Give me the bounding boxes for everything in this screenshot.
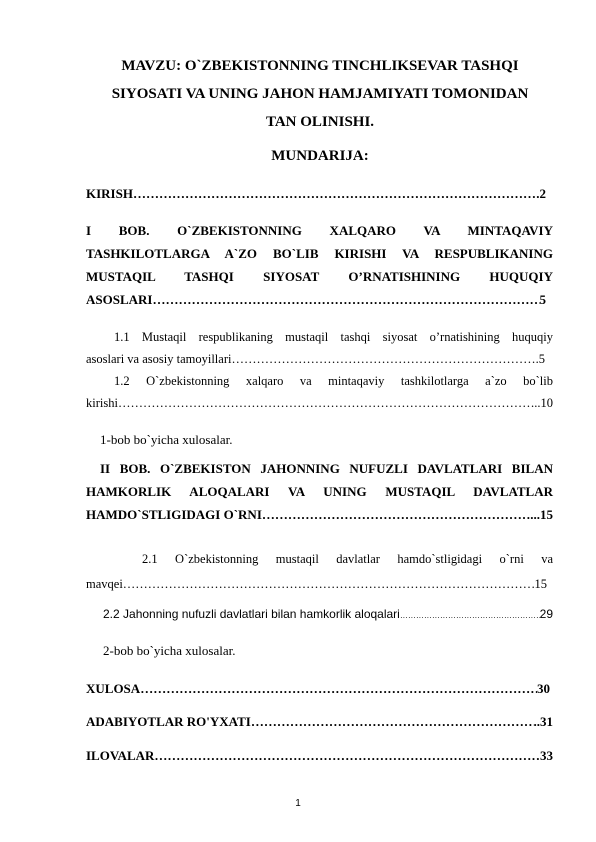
toc-entry-section-1-2[interactable]	[86, 370, 553, 414]
toc-s1-1-line1: 1.1 Mustaqil respublikaning mustaqil tashqi siyosat o’rnatishining huquqiy	[114, 330, 553, 344]
toc-leader	[152, 288, 539, 311]
toc-chapter1-line1: I BOB. O`ZBEKISTONNING XALQARO VA MINTAQAVIY	[86, 223, 553, 238]
toc-entry-section-2-2[interactable]	[103, 603, 553, 627]
toc-s2-1-line1: 2.1 O`zbekistonning mustaqil davlatlar hamdo`stligidagi o`rni va	[142, 552, 553, 566]
toc-leader	[140, 677, 537, 700]
contents-heading: MUNDARIJA:	[271, 148, 369, 164]
toc-label: ASOSLARI	[86, 292, 153, 307]
toc-leader	[262, 503, 530, 526]
document-title	[70, 52, 570, 136]
toc-page: ..10	[534, 396, 553, 410]
toc-chapter1-line3: MUSTAQIL TASHQI SIYOSAT O’RNATISHINING HUQUQIY	[86, 269, 553, 284]
toc-label: HAMDO`STLIGIDAGI O`RNI	[86, 507, 262, 522]
toc-chapter1-line2: TASHKILOTLARGA A`ZO BO`LIB KIRISHI VA RESPUBLIKANING	[86, 246, 553, 261]
toc-label: asoslari va asosiy tamoyillari	[86, 352, 232, 366]
toc-entry-conclusion[interactable]	[86, 677, 550, 700]
page-number: 1	[295, 798, 301, 809]
toc-page: ...15	[530, 507, 553, 522]
toc-leader	[133, 182, 536, 205]
toc-leader	[400, 604, 540, 627]
toc-page: 33	[540, 748, 553, 763]
toc-leader	[231, 348, 535, 370]
toc-entry-chapter-1[interactable]	[86, 219, 553, 311]
toc-entry-appendix[interactable]	[86, 744, 553, 767]
toc-page: .2	[536, 186, 546, 201]
toc-label: mavqei	[86, 577, 123, 591]
toc-page: 30	[537, 681, 550, 696]
toc-page: 5	[539, 292, 546, 307]
toc-page: .5	[535, 352, 545, 366]
toc-leader	[118, 392, 534, 414]
toc-label: kirishi	[86, 396, 118, 410]
toc-entry-references[interactable]	[86, 710, 553, 733]
toc-s1-2-line1: 1.2 O`zbekistonning xalqaro va mintaqaviy tashkilotlarga a`zo bo`lib	[114, 374, 553, 388]
toc-label: XULOSA	[86, 681, 141, 696]
toc-entry-section-2-1[interactable]	[86, 547, 553, 597]
toc-label: 2.2 Jahonning nufuzli davlatlari bilan hamkorlik aloqalari	[103, 607, 400, 621]
toc-label: ILOVALAR	[86, 748, 155, 763]
title-line-1: MAVZU: O`ZBEKISTONNING TINCHLIKSEVAR TASHQI	[121, 58, 519, 74]
toc-chapter2-line2: HAMKORLIK ALOQALARI VA UNING MUSTAQIL DAVLATLAR	[86, 484, 553, 499]
toc-page: 15	[534, 577, 547, 591]
toc-leader	[251, 710, 534, 733]
toc-label: ADABIYOTLAR RO'YXATI	[86, 714, 251, 729]
toc-entry-section-1-1[interactable]	[86, 326, 553, 370]
toc-page: ..31	[533, 714, 553, 729]
toc-summary-chapter-1[interactable]: 1-bob bo`yicha xulosalar.	[100, 432, 233, 447]
toc-chapter2-line1: II BOB. O`ZBEKISTON JAHONNING NUFUZLI DAVLATLARI BILAN	[100, 461, 553, 476]
toc-page: 29	[539, 607, 553, 621]
toc-leader	[123, 572, 535, 597]
toc-leader	[154, 744, 540, 767]
title-line-3: TAN OLINISHI.	[265, 114, 375, 130]
title-line-2: SIYOSATI VA UNING JAHON HAMJAMIYATI TOMONIDAN	[111, 86, 529, 102]
toc-summary-chapter-2[interactable]: 2-bob bo`yicha xulosalar.	[103, 643, 236, 658]
toc-label: KIRISH	[86, 186, 133, 201]
toc-entry-intro[interactable]	[86, 182, 546, 205]
toc-entry-chapter-2[interactable]	[86, 457, 553, 526]
